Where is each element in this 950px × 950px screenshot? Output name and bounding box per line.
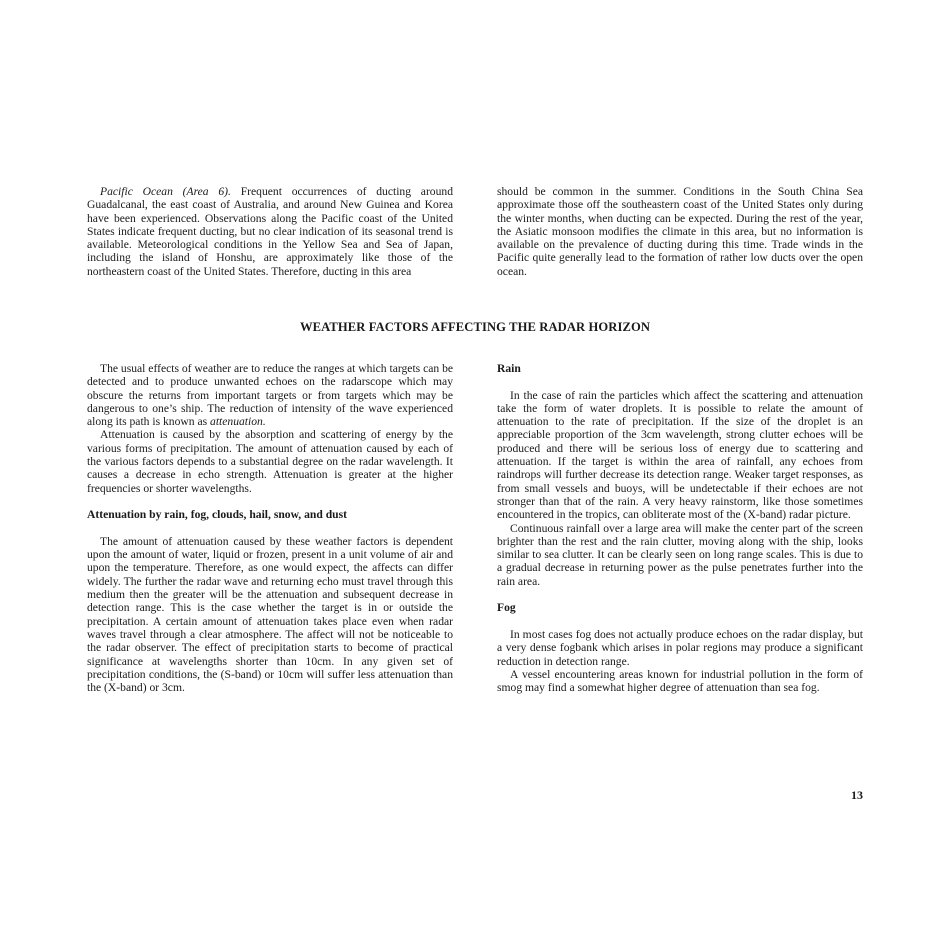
- pacific-ocean-paragraph: [87, 185, 453, 278]
- attenuation-subheading: Attenuation by rain, fog, clouds, hail, snow, and dust: [87, 508, 347, 522]
- area-label: Pacific Ocean (Area 6).: [100, 185, 231, 198]
- weather-effects-paragraph: [87, 362, 453, 428]
- attenuation-cause-paragraph: Attenuation is caused by the absorption and scattering of energy by the various forms of precipitation. The amount of attenuation caused by each of the various factors depends to a substantial degree on the radar wavelength. It causes a decrease in echo strength. Attenuation is greater at the higher frequencies or shorter wavelengths.: [87, 428, 453, 495]
- top-left-column: [87, 185, 453, 278]
- rain-paragraph-2: Continuous rainfall over a large area will make the center part of the screen brighter than the rest and the rain clutter, moving along with the ship, looks similar to sea clutter. It can be clearly seen on long range scales. This is due to a gradual decrease in returning power as the pulse penetrates further into the rain area.: [497, 521, 863, 588]
- pacific-ocean-text: Frequent occurrences of ducting around Guadalcanal, the east coast of Australia, and around New Guinea and Korea have been experienced. Observations along the Pacific coast of the United States indicate frequent ducting, but no clear indication of its seasonal trend is available. Meteorological conditions in the Yellow Sea and Sea of Japan, including the island of Honshu, are approximately like those of the northeastern coast of the United States. Therefore, ducting in this area: [87, 185, 453, 278]
- fog-heading: Fog: [497, 601, 516, 615]
- top-right-column: [497, 185, 863, 278]
- body-left-column: [87, 362, 453, 694]
- rain-heading: Rain: [497, 362, 521, 375]
- body-right-column: [497, 362, 863, 694]
- attenuation-amount-paragraph: The amount of attenuation caused by these weather factors is dependent upon the amount of water, liquid or frozen, present in a unit volume of air and upon the temperature. Therefore, as one would expect, the affects can differ widely. The further the radar wave and returning echo must travel through this medium then the greater will be the attenuation and subsequent decrease in detection range. This is the case whether the target is in or outside the precipitation. A certain amount of attenuation takes place even when radar waves travel through a clear atmosphere. The affect will not be noticeable to the radar observer. The effect of precipitation starts to become of practical significance at wavelengths shorter than 10cm. In any given set of precipitation conditions, the (S-band) or 10cm will suffer less attenuation than the (X-band) or 3cm.: [87, 534, 453, 695]
- weather-effects-text: The usual effects of weather are to reduce the ranges at which targets can be detected and to produce unwanted echoes on the radarscope which may obscure the returns from important targets or from targets which may be dangerous to one’s ship. The reduction of intensity of the wave experienced along its path is known as: [87, 362, 454, 429]
- section-heading: WEATHER FACTORS AFFECTING THE RADAR HORIZON: [299, 320, 651, 334]
- fog-paragraph-2: A vessel encountering areas known for industrial pollution in the form of smog may find a somewhat higher degree of attenuation than sea fog.: [497, 667, 863, 695]
- page-number: 13: [851, 788, 863, 802]
- attenuation-term: attenuation.: [210, 415, 266, 429]
- fog-paragraph-1: In most cases fog does not actually produce echoes on the radar display, but a very dense fogbank which arises in polar regions may produce a significant reduction in detection range.: [497, 627, 863, 668]
- continued-paragraph: should be common in the summer. Conditions in the South China Sea approximate those off the southeastern coast of the United States only during the winter months, when ducting can be expected. During the rest of the year, the Asiatic monsoon modifies the climate in this area, but no information is available on the prevalence of ducting during this time. Trade winds in the Pacific quite generally lead to the formation of rather low ducts over the open ocean.: [497, 185, 863, 278]
- rain-paragraph-1: In the case of rain the particles which affect the scattering and attenuation take the form of water droplets. It is possible to relate the amount of attenuation to the rate of precipitation. If the size of the droplet is an appreciable proportion of the 3cm wavelength, strong clutter echoes will be produced and there will be serious loss of energy due to scattering and attenuation. If the target is within the area of rainfall, any echoes from raindrops will further decrease its detection range. Weaker target responses, as from small vessels and buoys, will be undetectable if their echoes are not stronger than that of the rain. A very heavy rainstorm, like those sometimes encountered in the tropics, can obliterate most of the (X-band) radar picture.: [497, 388, 863, 522]
